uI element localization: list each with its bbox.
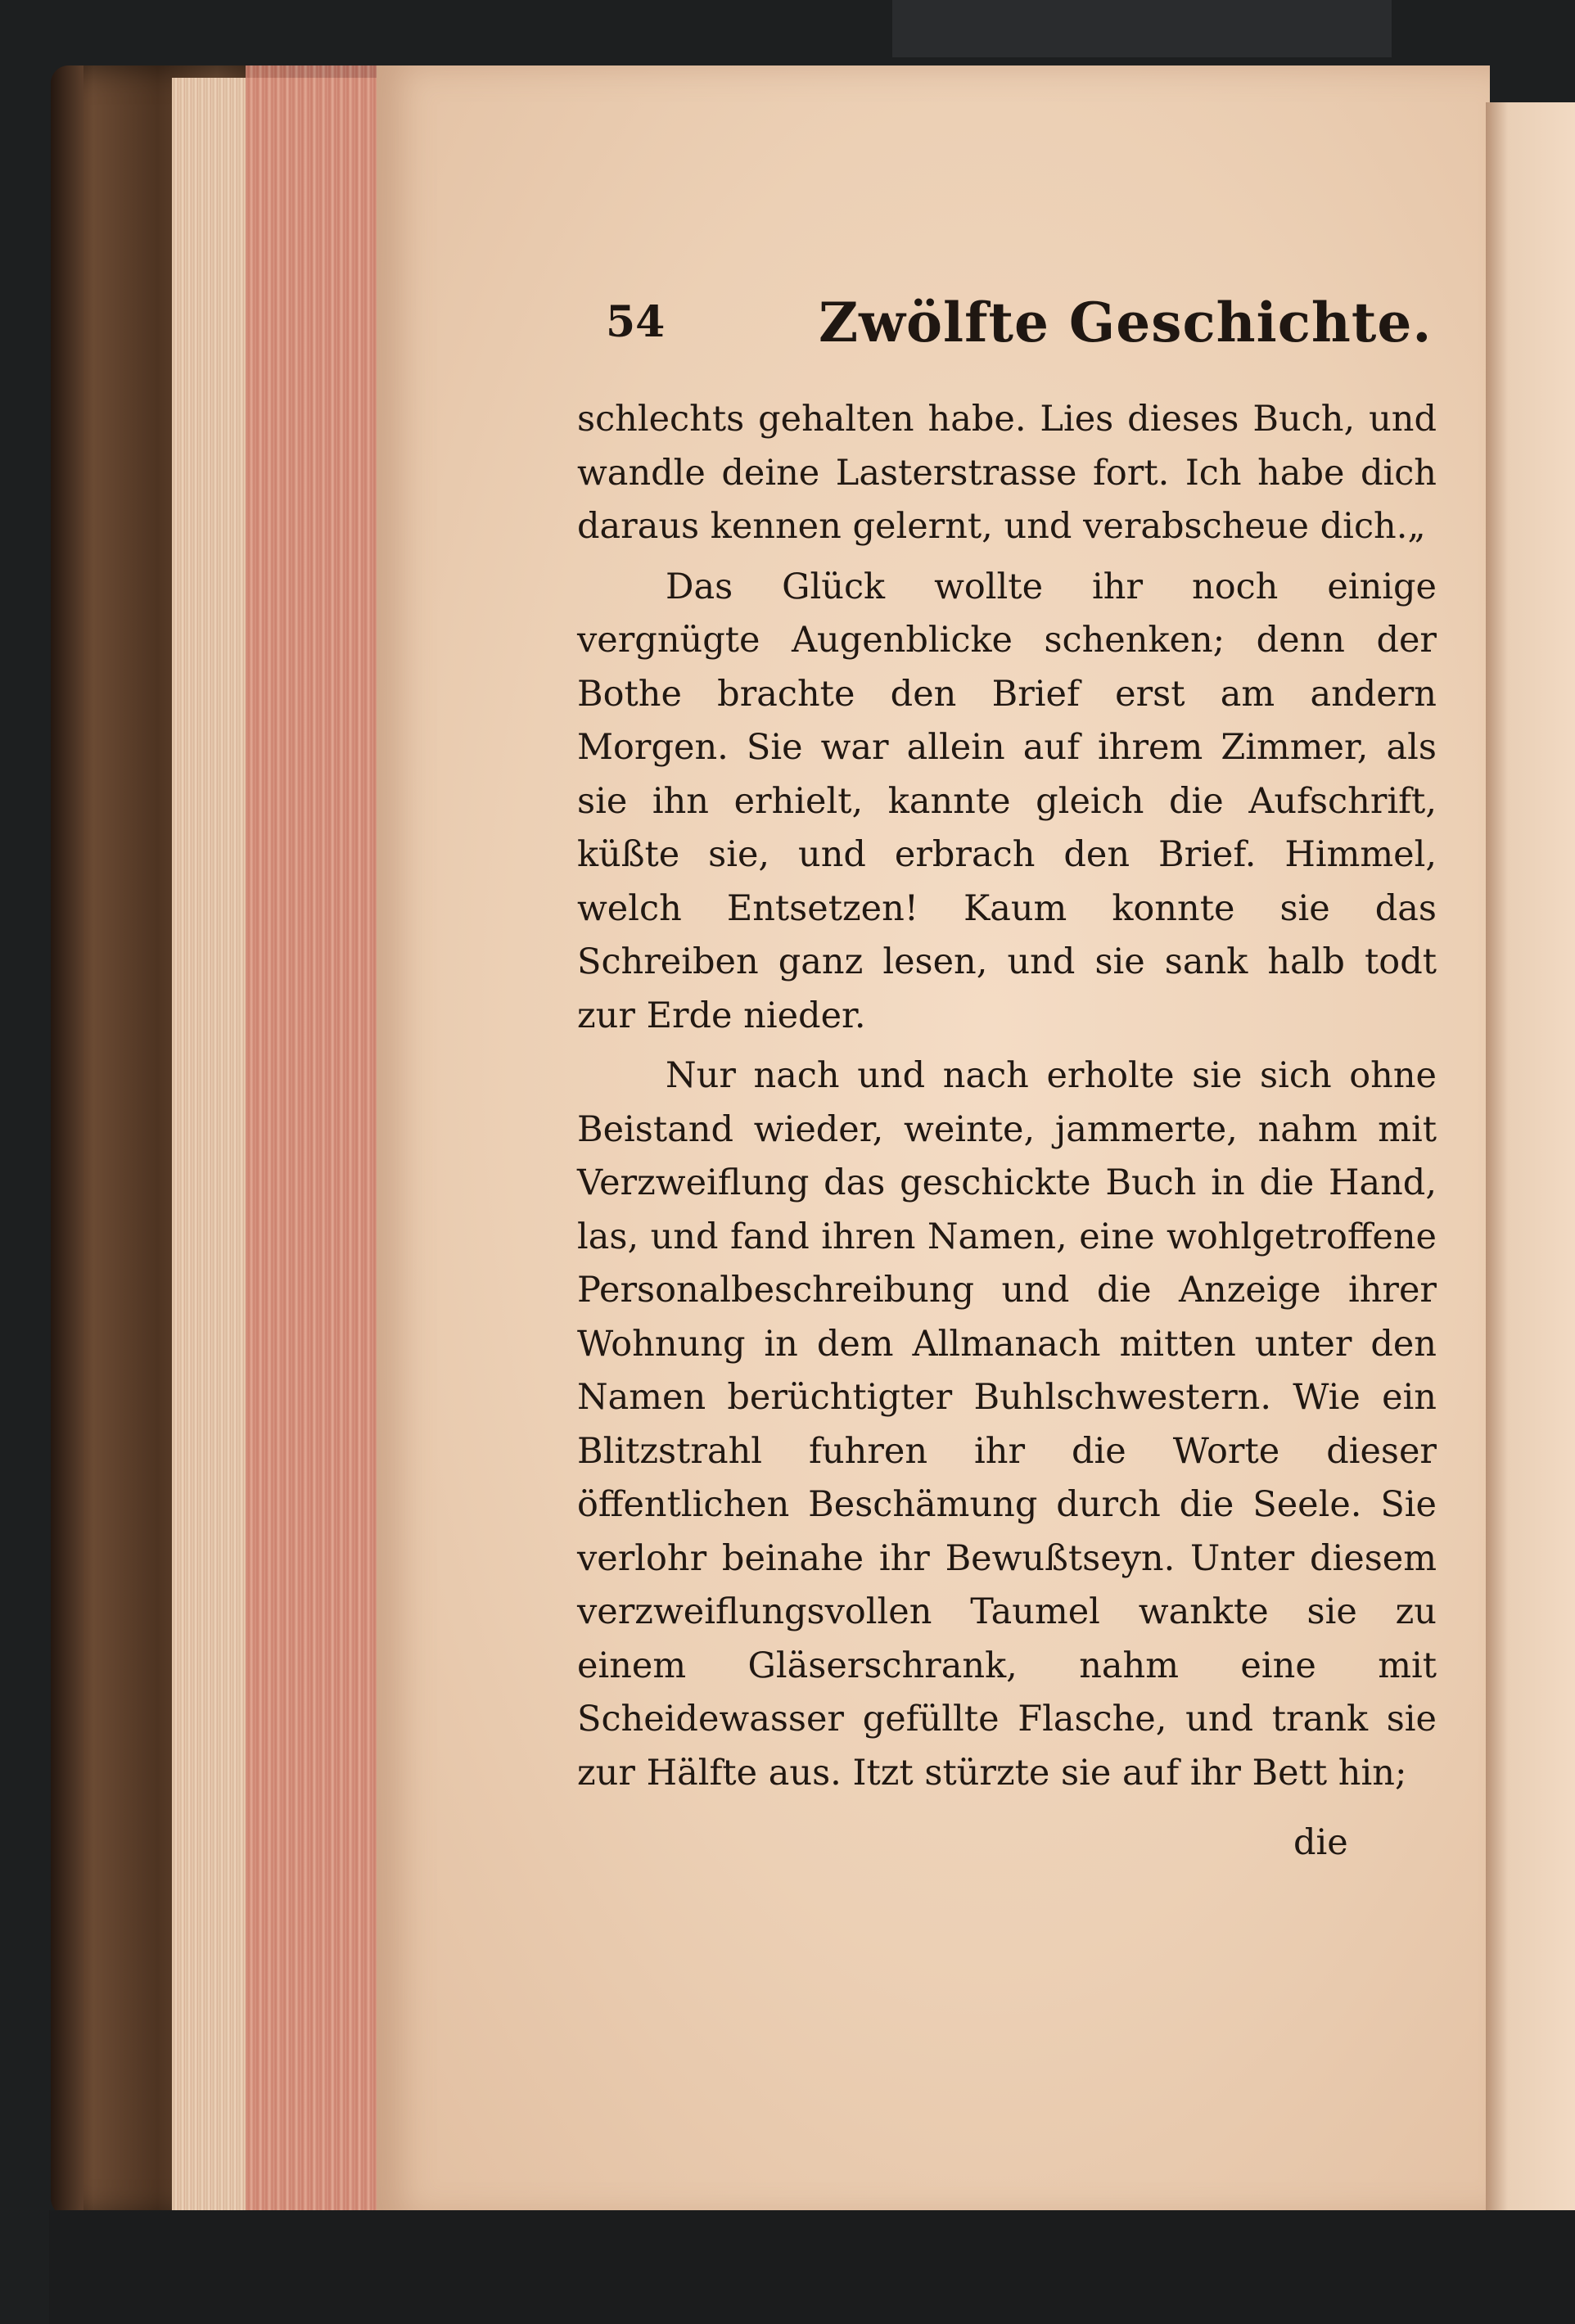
page-header <box>606 291 1473 356</box>
body-text <box>577 393 1437 1800</box>
cover-edge <box>51 65 83 2218</box>
page-number: 54 <box>606 297 666 347</box>
background-gap <box>892 0 1392 57</box>
facing-page-edge <box>1486 102 1575 2222</box>
running-title: Zwölfte Geschichte. <box>819 291 1433 354</box>
paragraph-2: Das Glück wollte ihr noch einige vergnügte Augenblicke schenken; denn der Bothe brachte den Brief erst am andern Morgen. Sie war allein auf ihrem Zimmer, als sie ihn erhielt, kannte gleich die Aufschrift, küßte sie, und erbrach den Brief. Himmel, welch Entsetzen! Kaum konnte sie das Schreiben ganz lesen, und sie sank halb todt zur Erde nieder. <box>577 566 1437 1036</box>
bottom-shadow <box>49 2210 1575 2324</box>
paragraph-1: schlechts gehalten habe. Lies dieses Buch, und wandle deine Lasterstrasse fort. Ich habe dich daraus kennen gelernt, und verabscheue dich.„ <box>577 399 1437 547</box>
paragraph-3: Nur nach und nach erholte sie sich ohne Beistand wieder, weinte, jammerte, nahm mit Verzweiflung das geschickte Buch in die Hand, las, und fand ihren Namen, eine wohlgetroffene Personalbeschreibung und die Anzeige ihrer Wohnung in dem Allmanach mitten unter den Namen berüchtigter Buhlschwestern. Wie ein Blitzstrahl fuhren ihr die Worte dieser öffentlichen Beschämung durch die Seele. Sie verlohr beinahe ihr Bewußtseyn. Unter diesem verzweiflungsvollen Taumel wankte sie zu einem Gläserschrank, nahm eine mit Scheidewasser gefüllte Flasche, und trank sie zur Hälfte aus. Itzt stürzte sie auf ihr Bett hin; <box>577 1055 1437 1794</box>
catchword: die <box>1293 1822 1348 1863</box>
